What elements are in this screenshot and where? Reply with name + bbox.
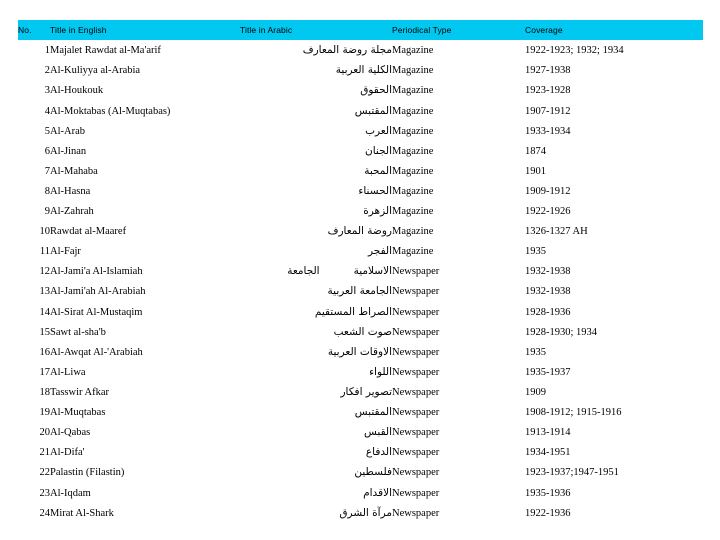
cell-title-arabic: مرآة الشرق: [339, 506, 392, 519]
cell-coverage: 1874: [525, 145, 546, 157]
table-row: [18, 302, 703, 322]
cell-no: 20: [39, 427, 50, 439]
table-row: [18, 182, 703, 202]
cell-no: 1: [44, 44, 50, 56]
cell-title-english: Mirat Al-Shark: [50, 507, 114, 519]
cell-coverage: 1932-1938: [525, 286, 571, 298]
cell-title-arabic: المقتبس: [354, 406, 392, 419]
cell-periodical-type: Magazine: [392, 85, 434, 97]
cell-title-arabic: الدفاع: [365, 446, 392, 459]
cell-no: 10: [39, 226, 50, 238]
table-row: [18, 483, 703, 503]
table-row: [18, 443, 703, 463]
cell-title-english: Al-Fajr: [50, 246, 81, 258]
cell-title-english: Al-Jami'a Al-Islamiah: [50, 266, 143, 278]
cell-periodical-type: Magazine: [392, 185, 434, 197]
cell-title-arabic: مجلة روضة المعارف: [302, 43, 392, 56]
table-row: [18, 262, 703, 282]
cell-periodical-type: Magazine: [392, 65, 434, 77]
cell-periodical-type: Newspaper: [392, 286, 440, 298]
cell-no: 15: [39, 326, 50, 338]
cell-title-arabic: الحقوق: [360, 84, 392, 97]
cell-coverage: 1908-1912; 1915-1916: [525, 407, 622, 419]
cell-coverage: 1922-1923; 1932; 1934: [525, 44, 624, 56]
cell-title-english: Al-Hasna: [50, 185, 91, 197]
cell-coverage: 1907-1912: [525, 105, 571, 117]
cell-title-english: Al-Iqdam: [50, 487, 91, 499]
cell-title-arabic: المقتبس: [354, 104, 392, 117]
cell-title-english: Tasswir Afkar: [50, 387, 110, 399]
cell-periodical-type: Magazine: [392, 226, 434, 238]
cell-coverage: 1909: [525, 387, 546, 399]
cell-no: 9: [44, 206, 50, 218]
cell-title-english: Al-Kuliyya al-Arabia: [50, 65, 141, 77]
cell-no: 22: [39, 467, 50, 479]
cell-periodical-type: Magazine: [392, 165, 434, 177]
table-row: [18, 121, 703, 141]
table-row: [18, 423, 703, 443]
column-header-title-english: Title in English: [50, 25, 107, 35]
table-row: [18, 363, 703, 383]
cell-coverage: 1923-1928: [525, 85, 571, 97]
cell-no: 13: [39, 286, 50, 298]
cell-periodical-type: Magazine: [392, 105, 434, 117]
header-row: [18, 20, 703, 40]
column-header-coverage: Coverage: [525, 25, 563, 35]
cell-periodical-type: Newspaper: [392, 366, 440, 378]
cell-title-arabic: الاقدام: [363, 486, 392, 499]
table-row: [18, 40, 703, 61]
table-body: [18, 40, 703, 524]
cell-title-english: Al-Jami'ah Al-Arabiah: [50, 286, 146, 298]
table-row: [18, 503, 703, 523]
cell-coverage: 1934-1951: [525, 447, 571, 459]
cell-title-english: Al-Muqtabas: [50, 407, 106, 419]
cell-title-english: Palastin (Filastin): [50, 467, 125, 479]
cell-title-english: Sawt al-sha'b: [50, 326, 106, 338]
cell-title-arabic-left: الاسلامية: [353, 265, 392, 278]
table-header: [18, 20, 703, 40]
cell-coverage: 1326-1327 AH: [525, 226, 588, 238]
cell-periodical-type: Newspaper: [392, 487, 440, 499]
cell-periodical-type: Newspaper: [392, 407, 440, 419]
table-row: [18, 222, 703, 242]
cell-title-arabic: الجنان: [365, 144, 392, 157]
cell-coverage: 1927-1938: [525, 65, 571, 77]
cell-no: 6: [44, 145, 50, 157]
cell-periodical-type: Newspaper: [392, 326, 440, 338]
cell-coverage: 1932-1938: [525, 266, 571, 278]
cell-title-arabic-right: الجامعة: [287, 265, 320, 278]
table-row: [18, 463, 703, 483]
cell-coverage: 1922-1936: [525, 507, 571, 519]
cell-title-english: Al-Zahrah: [50, 206, 94, 218]
cell-title-arabic: تصوير افكار: [340, 386, 392, 399]
cell-no: 18: [39, 387, 50, 399]
table-row: [18, 403, 703, 423]
cell-no: 7: [44, 165, 50, 177]
cell-periodical-type: Newspaper: [392, 467, 440, 479]
periodicals-table: [18, 20, 703, 524]
cell-title-arabic: روضة المعارف: [327, 225, 392, 238]
cell-periodical-type: Newspaper: [392, 427, 440, 439]
cell-periodical-type: Newspaper: [392, 507, 440, 519]
cell-title-arabic: [240, 262, 392, 282]
cell-title-english: Al-Moktabas (Al-Muqtabas): [50, 105, 171, 117]
cell-periodical-type: Newspaper: [392, 447, 440, 459]
cell-title-english: Al-Houkouk: [50, 85, 104, 97]
cell-periodical-type: Magazine: [392, 206, 434, 218]
cell-no: 2: [44, 65, 50, 77]
cell-coverage: 1935: [525, 246, 546, 258]
cell-title-english: Al-Liwa: [50, 366, 86, 378]
column-header-title-arabic: Title in Arabic: [240, 25, 293, 35]
cell-periodical-type: Newspaper: [392, 387, 440, 399]
cell-title-arabic: فلسطين: [354, 466, 392, 479]
cell-periodical-type: Magazine: [392, 44, 434, 56]
cell-title-english: Al-Mahaba: [50, 165, 98, 177]
cell-periodical-type: Newspaper: [392, 266, 440, 278]
cell-coverage: 1928-1936: [525, 306, 571, 318]
table-row: [18, 101, 703, 121]
cell-title-arabic: اللواء: [369, 365, 392, 378]
cell-title-arabic: المحبة: [364, 164, 392, 177]
cell-no: 8: [44, 185, 50, 197]
cell-no: 19: [39, 407, 50, 419]
column-header-periodical-type: Periodical Type: [392, 25, 452, 35]
cell-title-english: Al-Sirat Al-Mustaqim: [50, 306, 143, 318]
cell-coverage: 1913-1914: [525, 427, 571, 439]
cell-title-arabic: الزهرة: [363, 205, 392, 218]
cell-coverage: 1901: [525, 165, 546, 177]
cell-title-arabic: العرب: [365, 124, 392, 137]
cell-no: 23: [39, 487, 50, 499]
cell-title-arabic: الصراط المستقيم: [314, 305, 392, 318]
cell-coverage: 1923-1937;1947-1951: [525, 467, 619, 479]
cell-coverage: 1935-1937: [525, 366, 571, 378]
cell-no: 3: [44, 85, 50, 97]
cell-periodical-type: Newspaper: [392, 346, 440, 358]
table-row: [18, 81, 703, 101]
table-row: [18, 242, 703, 262]
cell-periodical-type: Magazine: [392, 145, 434, 157]
table-row: [18, 202, 703, 222]
cell-periodical-type: Magazine: [392, 246, 434, 258]
cell-title-english: Al-Jinan: [50, 145, 87, 157]
cell-no: 12: [39, 266, 50, 278]
table-row: [18, 383, 703, 403]
table-row: [18, 282, 703, 302]
cell-title-english: Al-Arab: [50, 125, 85, 137]
cell-coverage: 1935: [525, 346, 546, 358]
cell-no: 24: [39, 507, 50, 519]
cell-title-arabic: الاوقات العربية: [327, 345, 392, 358]
cell-title-english: Al-Difa': [50, 447, 85, 459]
table-row: [18, 61, 703, 81]
cell-no: 21: [39, 447, 50, 459]
table-row: [18, 141, 703, 161]
table-row: [18, 162, 703, 182]
cell-periodical-type: Magazine: [392, 125, 434, 137]
table-row: [18, 322, 703, 342]
cell-title-arabic: القبس: [364, 426, 392, 439]
cell-title-arabic: الفجر: [368, 245, 392, 258]
cell-title-arabic: الحسناء: [358, 184, 392, 197]
cell-coverage: 1935-1936: [525, 487, 571, 499]
column-header-no: No.: [18, 25, 32, 35]
cell-coverage: 1933-1934: [525, 125, 571, 137]
cell-no: 17: [39, 366, 50, 378]
cell-coverage: 1928-1930; 1934: [525, 326, 598, 338]
table-row: [18, 343, 703, 363]
cell-no: 16: [39, 346, 50, 358]
cell-title-english: Majalet Rawdat al-Ma'arif: [50, 44, 161, 56]
cell-title-english: Al-Qabas: [50, 427, 91, 439]
cell-title-arabic: صوت الشعب: [333, 325, 392, 338]
cell-title-english: Rawdat al-Maaref: [50, 226, 127, 238]
cell-no: 11: [39, 246, 50, 258]
cell-no: 14: [39, 306, 50, 318]
cell-no: 5: [44, 125, 50, 137]
cell-coverage: 1922-1926: [525, 206, 571, 218]
cell-periodical-type: Newspaper: [392, 306, 440, 318]
cell-no: 4: [44, 105, 50, 117]
cell-title-english: Al-Awqat Al-'Arabiah: [50, 346, 143, 358]
cell-title-arabic: الجامعة العربية: [327, 285, 392, 298]
cell-title-arabic: الكلية العربية: [335, 64, 392, 77]
cell-coverage: 1909-1912: [525, 185, 571, 197]
